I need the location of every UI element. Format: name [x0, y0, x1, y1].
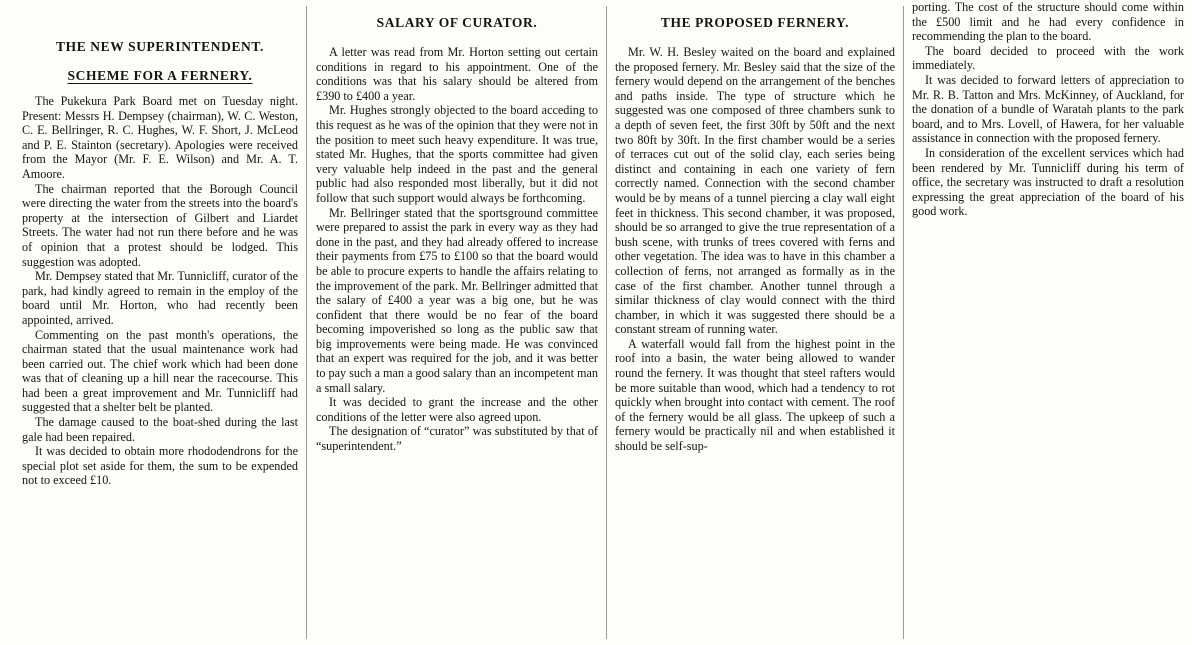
column-4 [912, 0, 1184, 637]
paragraph: The damage caused to the boat-shed during the last gale had been repaired. [22, 415, 298, 444]
article-subheadline: SCHEME FOR A FERNERY. [67, 68, 253, 83]
column-3 [615, 14, 895, 637]
column-rule [903, 6, 904, 639]
paragraph: Commenting on the past month's operations, the chairman stated that the usual maintenance work had been carried out. The chief work which had been done was that of cleaning up a hill near the racecourse. This had been a great improvement and Mr. Tunnicliff had suggested that a shelter belt be planted. [22, 327, 298, 415]
paragraph: The board decided to proceed with the work immediately. [912, 43, 1184, 73]
paragraph: It was decided to grant the increase and the other conditions of the letter were also agreed upon. [316, 395, 598, 424]
section-heading: SALARY OF CURATOR. [376, 15, 538, 30]
paragraph: A letter was read from Mr. Horton setting out certain conditions in regard to his appointment. One of the conditions was that his salary should be altered from £390 to £400 a year. [316, 45, 598, 103]
column-2 [316, 14, 598, 637]
paragraph: porting. The cost of the structure should come within the £500 limit and he had every confidence in recommending the plan to the board. [912, 0, 1184, 44]
paragraph: In consideration of the excellent services which had been rendered by Mr. Tunnicliff during his term of office, the secretary was instructed to draft a resolution expressing the great appreciation of the board of his good work. [912, 145, 1184, 219]
paragraph: The chairman reported that the Borough Council were directing the water from the streets into the board's property at the intersection of Gilbert and Liardet Streets. The water had not run there before and he was of opinion that a protest should be lodged. This suggestion was adopted. [22, 181, 298, 269]
section-heading: THE PROPOSED FERNERY. [660, 15, 850, 30]
paragraph: Mr. Hughes strongly objected to the board acceding to this request as he was of the opinion that they were not in the position to meet such heavy expenditure. It was true, stated Mr. Hughes, that the sports committee had given very valuable help indeed in the past and the general public had also responded most liberally, but it did not follow that such support would always be forthcoming. [316, 103, 598, 205]
column-rule [306, 6, 307, 639]
paragraph: The Pukekura Park Board met on Tuesday night. Present: Messrs H. Dempsey (chairman), W. C. Weston, C. E. Bellringer, R. C. Hughes, W. F. Short, J. McLeod and P. E. Stainton (secretary). Apologies were received from the Mayor (Mr. F. E. Wilson) and Mr. A. T. Amoore. [22, 94, 298, 181]
paragraph: It was decided to forward letters of appreciation to Mr. R. B. Tatton and Mrs. McKinney, of Auckland, for the donation of a bundle of Waratah plants to the park board, and to Mrs. Lovell, of Hawera, for her valuable assistance in connection with the proposed fernery. [912, 72, 1184, 146]
column-rule [606, 6, 607, 639]
column-1 [22, 8, 298, 637]
paragraph: Mr. W. H. Besley waited on the board and explained the proposed fernery. Mr. Besley said that the size of the fernery would depend on the arrangement of the benches and paths inside. The type of structure which he suggested was one composed of three chambers sunk to a depth of seven feet, the first 30ft by 50ft and the next two 80ft by 30ft. In the first chamber would be a series of terraces cut out of the solid clay, each series being distinct and containing in each one variety of fern correctly named. Connection with the second chamber would be by means of a tunnel piercing a clay wall eight feet in thickness. This second chamber, it was proposed, should be so arranged to give the true representation of a bush scene, with trunks of trees covered with ferns and other vegetation. The idea was to have in this chamber a collection of ferns, not arranged as formally as in the case of the first chamber. Another tunnel through a similar thickness of clay would connect with the third chamber, in which it was suggested there should be a constant stream of running water. [615, 45, 895, 337]
article-headline: THE NEW SUPERINTENDENT. [56, 39, 264, 54]
paragraph: Mr. Bellringer stated that the sportsground committee were prepared to assist the park in every way as they had done in the past, and they had already offered to increase their payments from £75 to £100 so that the board would be able to procure experts to handle the affairs relating to the improvement of the park. Mr. Bellringer admitted that the salary of £400 a year was a big one, but he was confident that there would be no fear of the board becoming impoverished so long as the public saw that big improvements were being made. He was convinced that an expert was required for the job, and it was better to pay such a man a good salary than an incompetent man a small salary. [316, 205, 598, 395]
paragraph: A waterfall would fall from the highest point in the roof into a basin, the water being allowed to wander round the fernery. It was thought that steel rafters would be more suitable than wood, which had a tendency to rot quickly when brought into contact with cement. The roof of the fernery would be all glass. The upkeep of such a fernery would be practically nil and when established it should be self-sup- [615, 336, 895, 454]
paragraph: The designation of “curator” was substituted by that of “superintendent.” [316, 424, 598, 454]
paragraph: It was decided to obtain more rhododendrons for the special plot set aside for them, the sum to be expended not to exceed £10. [22, 444, 298, 488]
paragraph: Mr. Dempsey stated that Mr. Tunnicliff, curator of the park, had kindly agreed to remain in the employ of the board until Mr. Horton, who had recently been appointed, arrived. [22, 269, 298, 327]
